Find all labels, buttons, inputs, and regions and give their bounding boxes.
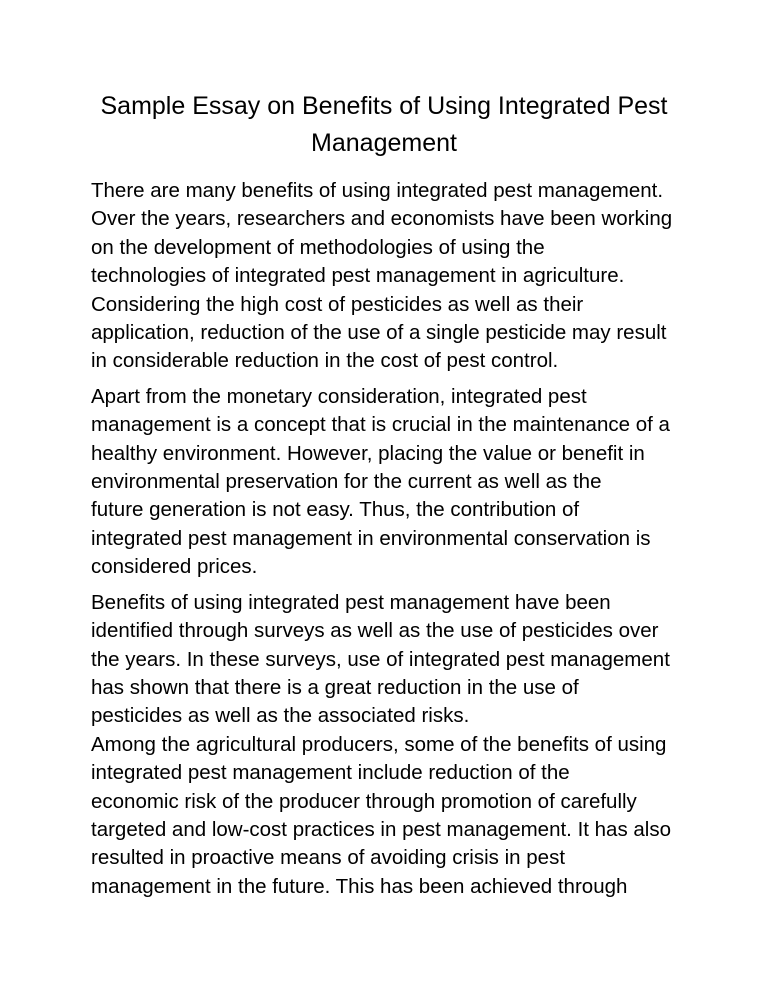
text-line: integrated pest management in environmental conservation is xyxy=(91,526,651,550)
paragraph-1 xyxy=(91,177,691,376)
text-line: Considering the high cost of pesticides as well as their xyxy=(91,292,584,316)
essay-body xyxy=(91,177,691,901)
text-line: has shown that there is a great reduction in the use of xyxy=(91,675,579,699)
text-line: the years. In these surveys, use of integrated pest management xyxy=(91,647,670,671)
text-line: environmental preservation for the current as well as the xyxy=(91,470,602,494)
text-line: considered prices. xyxy=(91,555,258,579)
text-line: economic risk of the producer through promotion of carefully xyxy=(91,789,637,813)
title-line: Management xyxy=(311,129,457,157)
title-line: Sample Essay on Benefits of Using Integrated Pest xyxy=(100,92,668,120)
text-line: management in the future. This has been achieved through xyxy=(91,874,628,898)
text-line: application, reduction of the use of a single pesticide may result xyxy=(91,321,667,345)
text-line: Benefits of using integrated pest management have been xyxy=(91,590,611,614)
text-line: healthy environment. However, placing the value or benefit in xyxy=(91,441,645,465)
paragraph-4 xyxy=(91,731,691,901)
text-line: resulted in proactive means of avoiding crisis in pest xyxy=(91,846,566,870)
text-line: integrated pest management include reduction of the xyxy=(91,761,570,785)
text-line: identified through surveys as well as the use of pesticides over xyxy=(91,619,659,643)
text-line: technologies of integrated pest management in agriculture. xyxy=(91,264,625,288)
text-line: in considerable reduction in the cost of pest control. xyxy=(91,349,559,373)
page-title xyxy=(60,88,708,162)
text-line: future generation is not easy. Thus, the contribution of xyxy=(91,498,580,522)
paragraph-3 xyxy=(91,589,691,731)
text-line: on the development of methodologies of using the xyxy=(91,235,545,259)
text-line: pesticides as well as the associated risks. xyxy=(91,704,470,728)
paragraph-2 xyxy=(91,383,691,582)
text-line: management is a concept that is crucial in the maintenance of a xyxy=(91,413,670,437)
text-line: Among the agricultural producers, some of the benefits of using xyxy=(91,732,667,756)
text-line: targeted and low-cost practices in pest management. It has also xyxy=(91,817,672,841)
text-line: Over the years, researchers and economists have been working xyxy=(91,207,673,231)
text-line: Apart from the monetary consideration, integrated pest xyxy=(91,384,587,408)
text-line: There are many benefits of using integrated pest management. xyxy=(91,179,664,202)
